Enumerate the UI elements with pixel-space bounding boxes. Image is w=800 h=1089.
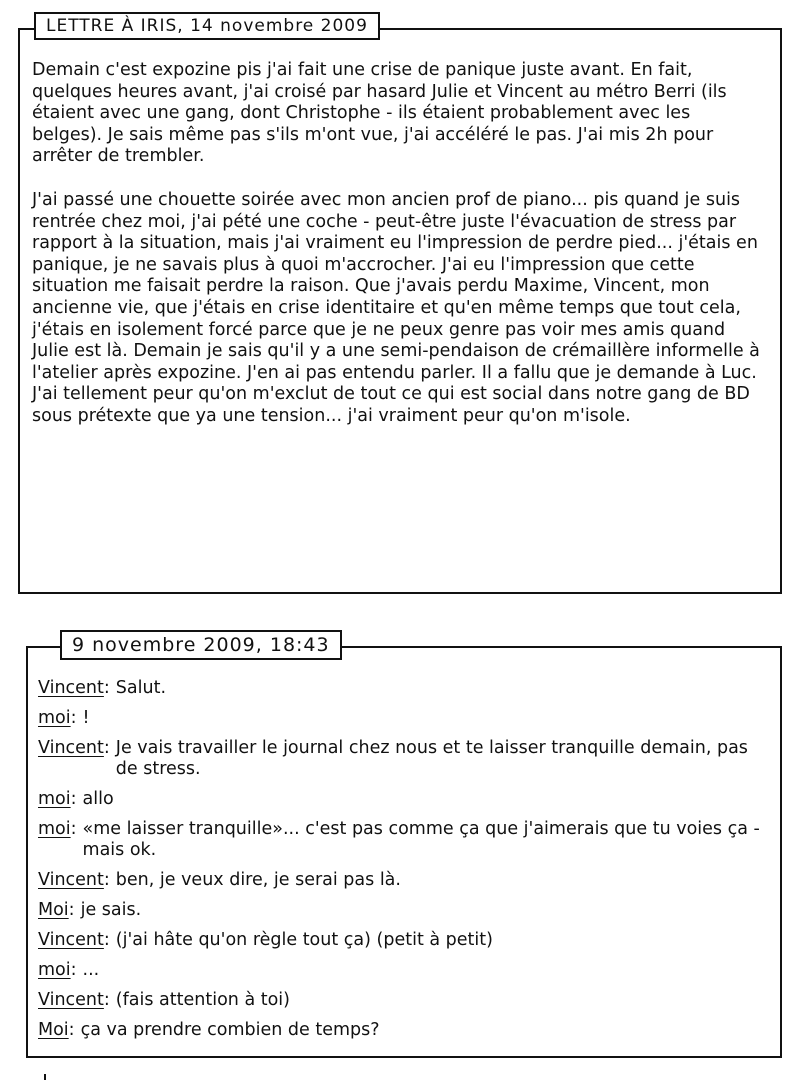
chat-message: Vincent: Je vais travailler le journal chez nous et te laisser tranquille demain, pas de stress. — [38, 738, 760, 780]
speaker-name: Vincent — [38, 738, 104, 758]
message-text: allo — [82, 789, 114, 809]
speaker-name: Vincent — [38, 930, 104, 950]
message-text: ça va prendre combien de temps? — [80, 1020, 380, 1040]
speaker-name: moi — [38, 960, 71, 980]
speaker-name: Vincent — [38, 870, 104, 890]
speaker-name: Vincent — [38, 678, 104, 698]
chat-title: 9 novembre 2009, 18:43 — [60, 630, 342, 660]
speaker-name: Moi — [38, 1020, 69, 1040]
message-text: ! — [82, 708, 90, 728]
chat-message: moi: ... — [38, 960, 760, 981]
chat-message: Vincent: (fais attention à toi) — [38, 990, 760, 1011]
speaker-name: Moi — [38, 900, 69, 920]
message-text: (j'ai hâte qu'on règle tout ça) (petit à petit) — [115, 930, 493, 950]
chat-message: Moi: je sais. — [38, 900, 760, 921]
chat-message: Vincent: ben, je veux dire, je serai pas là. — [38, 870, 760, 891]
speaker-name: moi — [38, 789, 71, 809]
letter-title: LETTRE À IRIS, 14 novembre 2009 — [34, 12, 380, 40]
letter-panel — [18, 16, 782, 594]
message-text: (fais attention à toi) — [115, 990, 290, 1010]
chat-message: moi: ! — [38, 708, 760, 729]
letter-body — [32, 60, 762, 450]
speaker-name: Vincent — [38, 990, 104, 1010]
chat-message: moi: «me laisser tranquille»... c'est pas comme ça que j'aimerais que tu voies ça - mais ok. — [38, 819, 760, 860]
chat-message: Moi: ça va prendre combien de temps? — [38, 1020, 760, 1041]
letter-paragraph-1: Demain c'est expozine pis j'ai fait une crise de panique juste avant. En fait, quelques heures avant, j'ai croisé par hasard Julie et Vincent au métro Berri (ils étaient avec une gang, dont Christophe - ils étaient probablement avec les belges). Je sais même pas s'ils m'ont vue, j'ai accéléré le pas. J'ai mis 2h pour arrêter de trembler. — [32, 60, 727, 167]
message-text: je sais. — [80, 900, 142, 920]
chat-message: moi: allo — [38, 789, 760, 810]
corner-mark — [44, 1074, 46, 1080]
letter-paragraph-2: J'ai passé une chouette soirée avec mon ancien prof de piano... pis quand je suis rentrée chez moi, j'ai pété une coche - peut-être juste l'évacuation de stress par rapport à la situation, mais j'ai vraiment eu l'impression de perdre pied... j'étais en panique, je ne savais plus à quoi m'accrocher. J'ai eu l'impression que cette situation me faisait perdre la raison. Que j'avais perdu Maxime, Vincent, mon ancienne vie, que j'étais en crise identitaire et qu'en même temps que tout cela, j'étais en isolement forcé parce que je ne peux genre pas voir mes amis quand Julie est là. Demain je sais qu'il y a une semi-pendaison de crémaillère informelle à l'atelier après expozine. J'en ai pas entendu parler. Il a fallu que je demande à Luc. J'ai tellement peur qu'on m'exclut de tout ce qui est social dans notre gang de BD sous prétexte que ya une tension... j'ai vraiment peur qu'on m'isole. — [32, 189, 760, 426]
chat-message: Vincent: (j'ai hâte qu'on règle tout ça) (petit à petit) — [38, 930, 760, 951]
speaker-name: moi — [38, 708, 71, 728]
chat-log — [38, 678, 760, 1050]
message-text: Salut. — [115, 678, 167, 698]
message-text: «me laisser tranquille»... c'est pas comme ça que j'aimerais que tu voies ça - mais ok. — [82, 819, 760, 860]
message-text: ben, je veux dire, je serai pas là. — [115, 870, 401, 890]
message-text: ... — [82, 960, 100, 980]
chat-message: Vincent: Salut. — [38, 678, 760, 699]
speaker-name: moi — [38, 819, 71, 839]
chat-panel — [26, 634, 782, 1058]
message-text: Je vais travailler le journal chez nous et te laisser tranquille demain, pas de stress. — [115, 738, 748, 779]
